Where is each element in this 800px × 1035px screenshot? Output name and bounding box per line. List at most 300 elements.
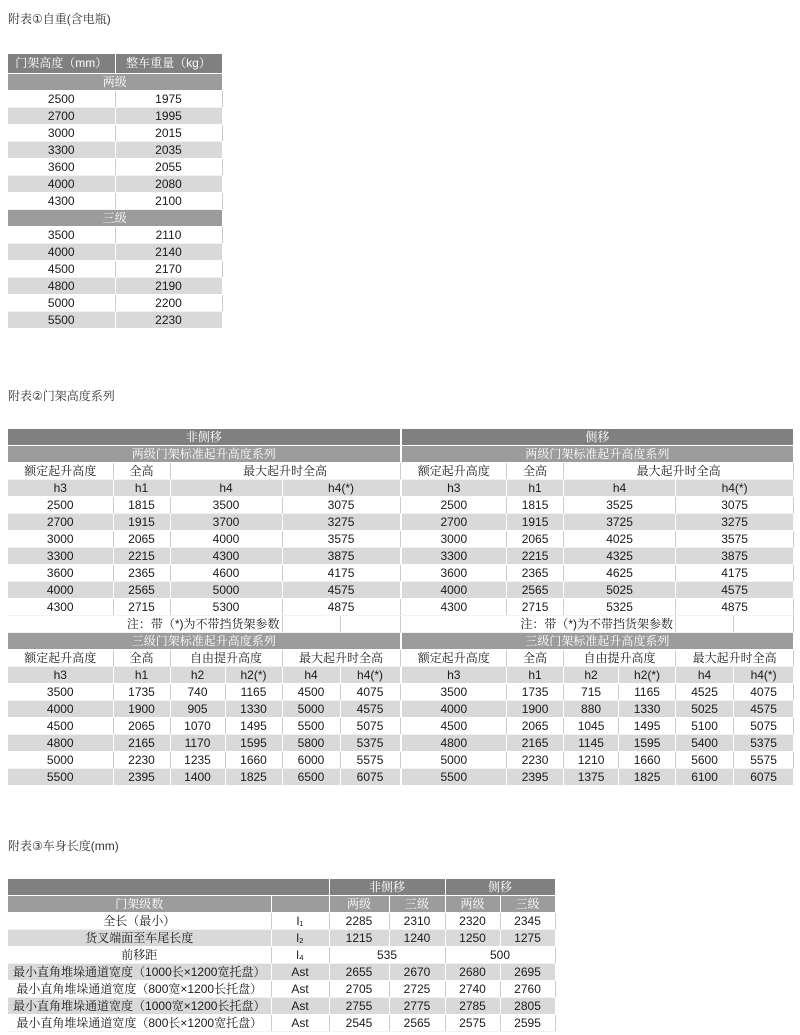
body-length-table-body	[8, 879, 555, 1032]
sub-header: h4	[170, 480, 282, 497]
data-row	[8, 125, 222, 142]
empty-cell	[340, 616, 400, 633]
data-cell: 5000	[8, 295, 115, 312]
data-cell: 1070	[170, 718, 225, 735]
weight-table	[8, 54, 223, 329]
data-cell: 5500	[8, 769, 113, 786]
data-row	[8, 176, 222, 193]
group-header: 最大起升时全高	[676, 650, 794, 667]
data-cell: 4000	[8, 582, 113, 599]
data-cell: 4500	[8, 261, 115, 278]
group-header: 最大起升时全高	[282, 650, 400, 667]
data-cell: 1330	[619, 701, 676, 718]
data-cell: 3275	[676, 514, 794, 531]
data-cell: 5500	[282, 718, 340, 735]
row-label: 全长（最小）	[8, 913, 271, 930]
data-cell: 1165	[619, 684, 676, 701]
data-cell: 2565	[113, 582, 170, 599]
data-cell: 905	[170, 701, 225, 718]
data-cell: 6075	[734, 769, 794, 786]
data-cell: 2320	[445, 913, 500, 930]
section-row	[402, 446, 794, 463]
data-cell: 500	[445, 947, 555, 964]
data-row	[8, 1015, 555, 1032]
data-cell: 2760	[500, 981, 555, 998]
data-cell: 4000	[8, 244, 115, 261]
data-row	[402, 582, 794, 599]
data-cell: 1145	[564, 735, 619, 752]
mast-table-right-body	[402, 429, 794, 786]
sub-header: h1	[507, 480, 564, 497]
shift-header: 侧移	[402, 429, 794, 446]
data-cell: 3300	[8, 548, 113, 565]
data-cell: 3600	[8, 565, 113, 582]
data-cell: 5025	[564, 582, 676, 599]
data-cell: 2100	[115, 193, 222, 210]
data-cell: 535	[329, 947, 445, 964]
data-cell: 2715	[507, 599, 564, 616]
empty-cell	[8, 879, 329, 896]
sub-header: h3	[402, 480, 507, 497]
data-cell: 5000	[402, 752, 507, 769]
section-row	[8, 446, 400, 463]
data-cell: 2500	[8, 91, 115, 108]
data-row	[402, 599, 794, 616]
row-label: 前移距	[8, 947, 271, 964]
data-row	[402, 718, 794, 735]
sub-header: h2	[170, 667, 225, 684]
row-label: 最小直角堆垛通道宽度（1000宽×1200长托盘）	[8, 998, 271, 1015]
data-cell: 3275	[282, 514, 400, 531]
data-cell: 2065	[113, 718, 170, 735]
data-cell: 1595	[619, 735, 676, 752]
data-cell: 1825	[619, 769, 676, 786]
data-row	[8, 244, 222, 261]
group-header: 最大起升时全高	[564, 463, 794, 480]
group-header: 全高	[507, 463, 564, 480]
data-cell: 1900	[507, 701, 564, 718]
data-row	[8, 735, 400, 752]
data-cell: 3600	[402, 565, 507, 582]
data-cell: 2140	[115, 244, 222, 261]
data-row	[402, 769, 794, 786]
data-cell: 2035	[115, 142, 222, 159]
data-cell: 4000	[402, 582, 507, 599]
data-cell: 2565	[389, 1015, 445, 1032]
data-cell: 3600	[8, 159, 115, 176]
row-label: 货叉端面至车尾长度	[8, 930, 271, 947]
data-cell: 2200	[115, 295, 222, 312]
data-row	[8, 227, 222, 244]
body-length-table	[8, 879, 556, 1032]
data-row	[8, 913, 555, 930]
data-cell: 3000	[8, 531, 113, 548]
column-header: 两级	[445, 896, 500, 913]
section-header: 三级门架标准起升高度系列	[402, 633, 794, 650]
data-cell: 4800	[8, 735, 113, 752]
data-row	[402, 735, 794, 752]
data-row	[8, 947, 555, 964]
data-cell: 2705	[329, 981, 389, 998]
shift-header: 非侧移	[8, 429, 400, 446]
data-cell: 1915	[507, 514, 564, 531]
data-row	[8, 769, 400, 786]
data-cell: 4025	[564, 531, 676, 548]
row-symbol: Ast	[271, 981, 329, 998]
data-cell: 2695	[500, 964, 555, 981]
data-cell: 2655	[329, 964, 389, 981]
data-cell: 5000	[170, 582, 282, 599]
data-cell: 4075	[340, 684, 400, 701]
data-cell: 4500	[8, 718, 113, 735]
data-cell: 6100	[676, 769, 734, 786]
sub-header: h3	[8, 667, 113, 684]
data-cell: 1915	[113, 514, 170, 531]
column-header: 门架高度（mm）	[8, 54, 115, 74]
data-row	[8, 278, 222, 295]
data-row	[402, 565, 794, 582]
data-cell: 4175	[676, 565, 794, 582]
data-cell: 2805	[500, 998, 555, 1015]
data-row	[8, 565, 400, 582]
data-cell: 3725	[564, 514, 676, 531]
data-cell: 2785	[445, 998, 500, 1015]
data-cell: 1235	[170, 752, 225, 769]
sub-header: h4(*)	[282, 480, 400, 497]
data-row	[8, 108, 222, 125]
empty-cell	[282, 616, 340, 633]
column-header: 两级	[329, 896, 389, 913]
data-cell: 1210	[564, 752, 619, 769]
data-cell: 2015	[115, 125, 222, 142]
data-cell: 2055	[115, 159, 222, 176]
data-row	[8, 701, 400, 718]
data-cell: 4075	[734, 684, 794, 701]
data-cell: 1215	[329, 930, 389, 947]
data-row	[8, 295, 222, 312]
data-cell: 2775	[389, 998, 445, 1015]
data-row	[402, 497, 794, 514]
group-header: 最大起升时全高	[170, 463, 400, 480]
empty-cell	[676, 616, 734, 633]
note-row	[402, 616, 794, 633]
data-row	[402, 531, 794, 548]
data-cell: 2345	[500, 913, 555, 930]
sub-header: h1	[113, 480, 170, 497]
data-cell: 740	[170, 684, 225, 701]
section-header: 三级	[8, 210, 222, 227]
sub-header: h4(*)	[676, 480, 794, 497]
data-cell: 1165	[225, 684, 282, 701]
sub-header: h1	[113, 667, 170, 684]
data-row	[8, 582, 400, 599]
data-cell: 1330	[225, 701, 282, 718]
data-row	[8, 142, 222, 159]
data-cell: 1240	[389, 930, 445, 947]
section-row	[402, 633, 794, 650]
section-header: 三级门架标准起升高度系列	[8, 633, 400, 650]
data-cell: 3075	[282, 497, 400, 514]
column-header: 整车重量（kg）	[115, 54, 222, 74]
data-cell: 5500	[402, 769, 507, 786]
table2-title: 附表②门架高度系列	[8, 389, 115, 403]
data-cell: 2065	[507, 531, 564, 548]
subheader-row	[402, 480, 794, 497]
data-cell: 1250	[445, 930, 500, 947]
data-cell: 2500	[8, 497, 113, 514]
group-header-row	[8, 650, 400, 667]
note: 注：带（*)为不带挡货架参数	[402, 616, 676, 633]
data-row	[8, 497, 400, 514]
group-header: 额定起升高度	[8, 650, 113, 667]
data-cell: 1375	[564, 769, 619, 786]
data-row	[402, 548, 794, 565]
data-cell: 715	[564, 684, 619, 701]
data-cell: 2365	[507, 565, 564, 582]
data-cell: 3875	[676, 548, 794, 565]
row-symbol: l₁	[271, 913, 329, 930]
data-cell: 6500	[282, 769, 340, 786]
data-cell: 3300	[8, 142, 115, 159]
group-header: 自由提升高度	[170, 650, 282, 667]
section-header: 两级门架标准起升高度系列	[402, 446, 794, 463]
data-cell: 2395	[113, 769, 170, 786]
data-cell: 2165	[113, 735, 170, 752]
data-cell: 2110	[115, 227, 222, 244]
data-cell: 880	[564, 701, 619, 718]
group-header: 全高	[113, 650, 170, 667]
sub-header: h4	[282, 667, 340, 684]
row-symbol: Ast	[271, 998, 329, 1015]
data-cell: 1975	[115, 91, 222, 108]
data-cell: 5025	[676, 701, 734, 718]
row-symbol: l₄	[271, 947, 329, 964]
data-cell: 5300	[170, 599, 282, 616]
data-cell: 4575	[676, 582, 794, 599]
data-cell: 3500	[402, 684, 507, 701]
group-header: 全高	[113, 463, 170, 480]
data-cell: 5075	[734, 718, 794, 735]
data-cell: 3500	[8, 227, 115, 244]
data-cell: 1815	[113, 497, 170, 514]
data-row	[402, 701, 794, 718]
data-cell: 4500	[402, 718, 507, 735]
data-cell: 5400	[676, 735, 734, 752]
data-cell: 3525	[564, 497, 676, 514]
data-row	[8, 684, 400, 701]
sub-header: h4	[564, 480, 676, 497]
data-row	[8, 514, 400, 531]
section-row	[8, 74, 222, 91]
sub-header: h4(*)	[734, 667, 794, 684]
data-cell: 3500	[8, 684, 113, 701]
sub-header: h4(*)	[340, 667, 400, 684]
data-cell: 4000	[8, 701, 113, 718]
note: 注：带（*)为不带挡货架参数	[8, 616, 282, 633]
data-row	[8, 599, 400, 616]
header-row	[8, 54, 222, 74]
data-cell: 2365	[113, 565, 170, 582]
sub-header: h2(*)	[619, 667, 676, 684]
data-cell: 5100	[676, 718, 734, 735]
data-row	[8, 718, 400, 735]
data-row	[8, 998, 555, 1015]
subheader-row	[8, 667, 400, 684]
column-header: 三级	[500, 896, 555, 913]
data-cell: 4300	[8, 193, 115, 210]
row-label: 最小直角堆垛通道宽度（800长×1200宽托盘）	[8, 1015, 271, 1032]
row-symbol: l₂	[271, 930, 329, 947]
data-cell: 1660	[619, 752, 676, 769]
data-cell: 2395	[507, 769, 564, 786]
data-cell: 1815	[507, 497, 564, 514]
data-cell: 1595	[225, 735, 282, 752]
data-row	[8, 981, 555, 998]
data-cell: 5325	[564, 599, 676, 616]
header-row	[402, 429, 794, 446]
data-cell: 2230	[115, 312, 222, 329]
data-cell: 5375	[340, 735, 400, 752]
data-cell: 2080	[115, 176, 222, 193]
data-cell: 2065	[507, 718, 564, 735]
data-cell: 2670	[389, 964, 445, 981]
group-header-row	[8, 463, 400, 480]
data-cell: 5375	[734, 735, 794, 752]
data-cell: 2230	[113, 752, 170, 769]
data-cell: 4525	[676, 684, 734, 701]
data-row	[8, 193, 222, 210]
data-cell: 3500	[170, 497, 282, 514]
section-row	[8, 210, 222, 227]
data-cell: 2545	[329, 1015, 389, 1032]
data-cell: 5600	[676, 752, 734, 769]
table3-title: 附表③车身长度(mm)	[8, 839, 119, 853]
header-row	[8, 429, 400, 446]
data-cell: 2215	[507, 548, 564, 565]
sub-header: h1	[507, 667, 564, 684]
group-header: 自由提升高度	[564, 650, 676, 667]
data-cell: 2715	[113, 599, 170, 616]
subheader-row	[402, 667, 794, 684]
sub-header: h4	[676, 667, 734, 684]
data-cell: 1495	[225, 718, 282, 735]
data-cell: 6000	[282, 752, 340, 769]
mast-table-left	[8, 429, 401, 786]
data-cell: 5000	[8, 752, 113, 769]
data-cell: 4575	[282, 582, 400, 599]
data-cell: 3700	[170, 514, 282, 531]
data-row	[8, 531, 400, 548]
subheader-row	[8, 896, 555, 913]
data-cell: 2215	[113, 548, 170, 565]
data-cell: 1170	[170, 735, 225, 752]
sub-header: h2	[564, 667, 619, 684]
data-cell: 4000	[170, 531, 282, 548]
data-row	[8, 159, 222, 176]
data-cell: 4175	[282, 565, 400, 582]
data-cell: 4300	[402, 599, 507, 616]
data-cell: 1495	[619, 718, 676, 735]
group-header-row	[402, 650, 794, 667]
data-cell: 1735	[507, 684, 564, 701]
data-cell: 2230	[507, 752, 564, 769]
data-cell: 1825	[225, 769, 282, 786]
data-cell: 4500	[282, 684, 340, 701]
data-cell: 2595	[500, 1015, 555, 1032]
data-cell: 2170	[115, 261, 222, 278]
empty-cell	[734, 616, 794, 633]
data-cell: 4875	[282, 599, 400, 616]
data-row	[8, 261, 222, 278]
row-label: 最小直角堆垛通道宽度（1000长×1200宽托盘）	[8, 964, 271, 981]
data-cell: 2285	[329, 913, 389, 930]
data-cell: 2310	[389, 913, 445, 930]
data-cell: 2700	[8, 514, 113, 531]
shift-header: 非侧移	[329, 879, 445, 896]
data-cell: 2700	[8, 108, 115, 125]
data-cell: 5575	[734, 752, 794, 769]
data-cell: 2190	[115, 278, 222, 295]
data-cell: 2740	[445, 981, 500, 998]
data-cell: 3000	[8, 125, 115, 142]
data-cell: 2165	[507, 735, 564, 752]
data-cell: 5075	[340, 718, 400, 735]
subheader-row	[8, 480, 400, 497]
data-row	[402, 684, 794, 701]
data-cell: 4875	[676, 599, 794, 616]
note-row	[8, 616, 400, 633]
data-cell: 3075	[676, 497, 794, 514]
data-cell: 2575	[445, 1015, 500, 1032]
data-cell: 5000	[282, 701, 340, 718]
data-cell: 2065	[113, 531, 170, 548]
data-cell: 2500	[402, 497, 507, 514]
data-row	[8, 964, 555, 981]
data-row	[8, 930, 555, 947]
group-header-row	[402, 463, 794, 480]
row-symbol: Ast	[271, 1015, 329, 1032]
data-cell: 2565	[507, 582, 564, 599]
sub-header: h3	[8, 480, 113, 497]
weight-table-body	[8, 54, 222, 329]
group-header: 额定起升高度	[402, 650, 507, 667]
data-cell: 4600	[170, 565, 282, 582]
data-cell: 2725	[389, 981, 445, 998]
data-cell: 2700	[402, 514, 507, 531]
group-header: 全高	[507, 650, 564, 667]
group-header: 额定起升高度	[402, 463, 507, 480]
data-cell: 3300	[402, 548, 507, 565]
data-cell: 4625	[564, 565, 676, 582]
data-cell: 5500	[8, 312, 115, 329]
data-cell: 4800	[8, 278, 115, 295]
data-cell: 1400	[170, 769, 225, 786]
data-cell: 3575	[282, 531, 400, 548]
data-cell: 4575	[340, 701, 400, 718]
data-cell: 4575	[734, 701, 794, 718]
mast-height-tables	[8, 429, 792, 786]
data-row	[8, 312, 222, 329]
data-cell: 6075	[340, 769, 400, 786]
sub-header: h3	[402, 667, 507, 684]
data-cell: 2755	[329, 998, 389, 1015]
table1-title: 附表①自重(含电瓶)	[8, 12, 111, 26]
row-label: 最小直角堆垛通道宽度（800宽×1200长托盘）	[8, 981, 271, 998]
data-row	[402, 514, 794, 531]
shift-header: 侧移	[445, 879, 555, 896]
data-cell: 5800	[282, 735, 340, 752]
column-header: 三级	[389, 896, 445, 913]
